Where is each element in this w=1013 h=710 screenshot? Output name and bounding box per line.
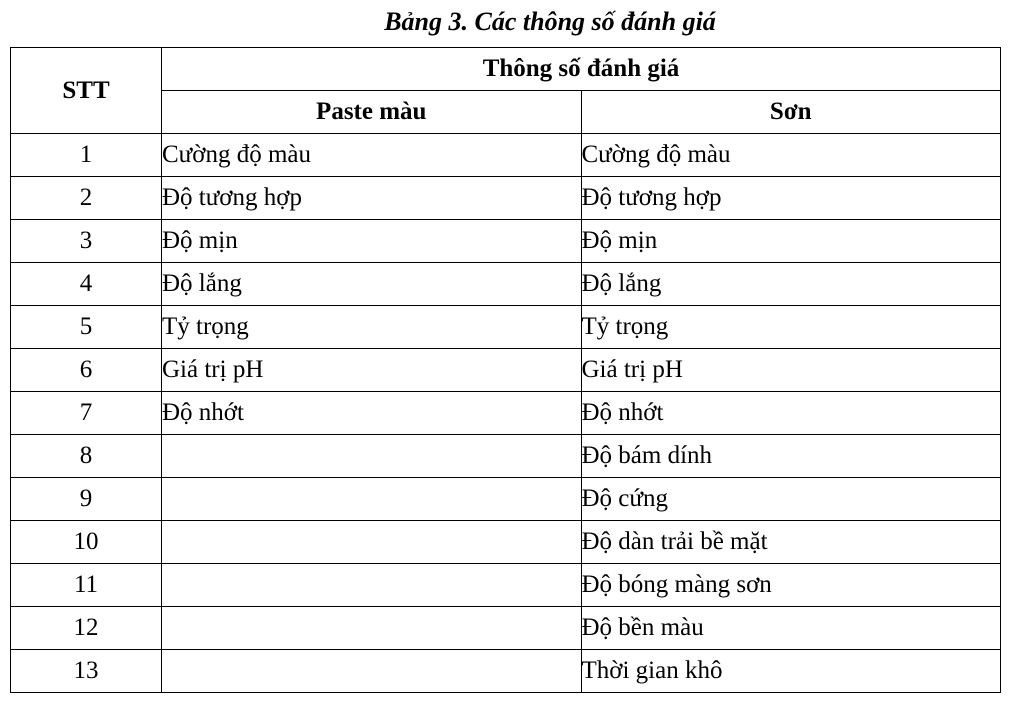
son-cell: Cường độ màu [581,134,1001,177]
son-cell: Giá trị pH [581,349,1001,392]
header-row-top [11,48,1001,91]
paste-cell [162,650,582,693]
table-row [11,349,1001,392]
stt-cell: 12 [11,607,162,650]
stt-cell: 7 [11,392,162,435]
table-row [11,306,1001,349]
table-row [11,521,1001,564]
table-row [11,392,1001,435]
paste-cell [162,435,582,478]
table-row [11,220,1001,263]
son-cell: Độ mịn [581,220,1001,263]
stt-cell: 11 [11,564,162,607]
son-cell: Độ cứng [581,478,1001,521]
table-header [11,48,1001,134]
paste-cell: Độ lắng [162,263,582,306]
table-row [11,263,1001,306]
son-cell: Tỷ trọng [581,306,1001,349]
paste-cell: Độ mịn [162,220,582,263]
paste-header: Paste màu [162,91,582,134]
stt-cell: 13 [11,650,162,693]
stt-cell: 9 [11,478,162,521]
table-caption: Bảng 3. Các thông số đánh giá [384,7,716,36]
table-row [11,607,1001,650]
stt-cell: 10 [11,521,162,564]
paste-cell [162,607,582,650]
paste-cell: Cường độ màu [162,134,582,177]
son-cell: Độ bền màu [581,607,1001,650]
paste-cell: Độ nhớt [162,392,582,435]
paste-cell [162,478,582,521]
son-cell: Độ bóng màng sơn [581,564,1001,607]
son-cell: Thời gian khô [581,650,1001,693]
stt-cell: 6 [11,349,162,392]
stt-header: STT [11,48,162,134]
table-row [11,650,1001,693]
table-row [11,435,1001,478]
table-row [11,177,1001,220]
stt-cell: 1 [11,134,162,177]
table-row [11,564,1001,607]
son-cell: Độ nhớt [581,392,1001,435]
son-header: Sơn [581,91,1001,134]
stt-cell: 4 [11,263,162,306]
son-cell: Độ tương hợp [581,177,1001,220]
table-row [11,478,1001,521]
table-row [11,134,1001,177]
parameters-table [10,47,1001,693]
paste-cell: Độ tương hợp [162,177,582,220]
stt-cell: 3 [11,220,162,263]
stt-cell: 2 [11,177,162,220]
stt-cell: 5 [11,306,162,349]
paste-cell: Tỷ trọng [162,306,582,349]
paste-cell [162,564,582,607]
paste-cell: Giá trị pH [162,349,582,392]
group-header: Thông số đánh giá [162,48,1001,91]
son-cell: Độ bám dính [581,435,1001,478]
son-cell: Độ lắng [581,263,1001,306]
table-body [11,134,1001,693]
stt-cell: 8 [11,435,162,478]
paste-cell [162,521,582,564]
son-cell: Độ dàn trải bề mặt [581,521,1001,564]
